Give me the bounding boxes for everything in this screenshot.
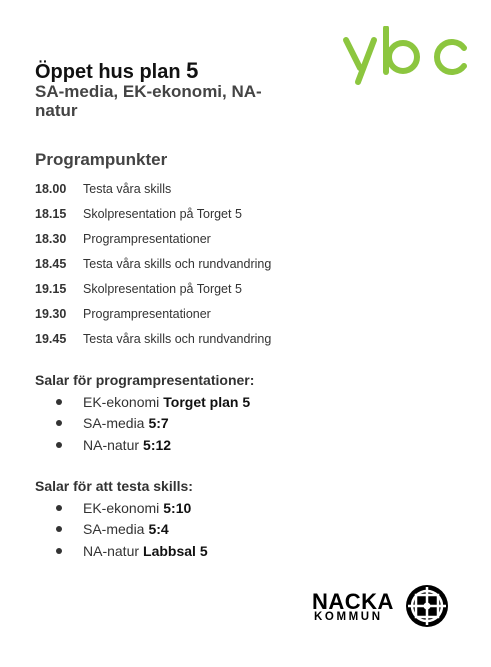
bullet-icon — [56, 420, 62, 426]
schedule-time: 18.45 — [35, 256, 67, 271]
schedule-desc: Testa våra skills och rundvandring — [83, 332, 272, 347]
room-location: 5:12 — [143, 436, 172, 453]
room-program: SA-media — [83, 521, 145, 538]
room-program: SA-media — [83, 415, 145, 432]
schedule-time: 19.15 — [35, 281, 67, 296]
bullet-icon — [56, 505, 62, 511]
schedule-desc: Testa våra skills — [83, 181, 172, 196]
list-item — [56, 434, 356, 456]
presentation-rooms-list — [56, 391, 356, 456]
list-item — [56, 391, 356, 413]
bullet-icon — [56, 442, 62, 448]
schedule-row — [35, 176, 455, 201]
list-item — [56, 413, 356, 435]
schedule-desc: Programpresentationer — [83, 231, 211, 246]
schedule-desc: Skolpresentation på Torget 5 — [83, 206, 242, 221]
schedule-time: 19.30 — [35, 307, 67, 322]
schedule-desc: Programpresentationer — [83, 307, 211, 322]
program-schedule — [35, 176, 455, 352]
list-item — [56, 519, 356, 541]
room-location: Torget plan 5 — [163, 393, 251, 410]
schedule-time: 19.45 — [35, 332, 67, 347]
schedule-row — [35, 276, 455, 301]
schedule-row — [35, 251, 455, 276]
room-location: 5:4 — [148, 521, 169, 538]
list-item — [56, 497, 356, 519]
schedule-desc: Skolpresentation på Torget 5 — [83, 281, 242, 296]
schedule-time: 18.30 — [35, 231, 67, 246]
schedule-row — [35, 226, 455, 251]
room-location: Labbsal 5 — [143, 542, 208, 559]
bullet-icon — [56, 526, 62, 532]
ybc-logo — [340, 26, 470, 86]
program-heading: Programpunkter — [35, 150, 168, 169]
presentation-rooms-heading: Salar för programpresentationer: — [35, 372, 255, 388]
bullet-icon — [56, 399, 62, 405]
room-program: NA-natur — [83, 436, 140, 453]
schedule-row — [35, 301, 455, 326]
nacka-kommun-logo — [312, 583, 454, 633]
page-title-text: Öppet hus plan — [35, 61, 181, 83]
page-title — [35, 58, 198, 84]
nacka-logo-word: NACKA — [312, 589, 394, 614]
schedule-desc: Testa våra skills och rundvandring — [83, 256, 272, 271]
room-location: 5:10 — [163, 499, 192, 516]
room-program: EK-ekonomi — [83, 393, 160, 410]
room-program: EK-ekonomi — [83, 499, 160, 516]
schedule-time: 18.00 — [35, 181, 67, 196]
skills-rooms-list — [56, 497, 356, 562]
list-item — [56, 540, 356, 562]
schedule-time: 18.15 — [35, 206, 67, 221]
bullet-icon — [56, 548, 62, 554]
page-subtitle: SA-media, EK-ekonomi, NA-natur — [35, 82, 262, 120]
schedule-row — [35, 201, 455, 226]
page-title-number: 5 — [186, 58, 199, 83]
schedule-row — [35, 327, 455, 352]
room-location: 5:7 — [148, 415, 169, 432]
room-program: NA-natur — [83, 542, 140, 559]
nacka-logo-sub: KOMMUN — [314, 611, 383, 623]
nacka-emblem-icon — [404, 583, 450, 629]
skills-rooms-heading: Salar för att testa skills: — [35, 478, 193, 494]
